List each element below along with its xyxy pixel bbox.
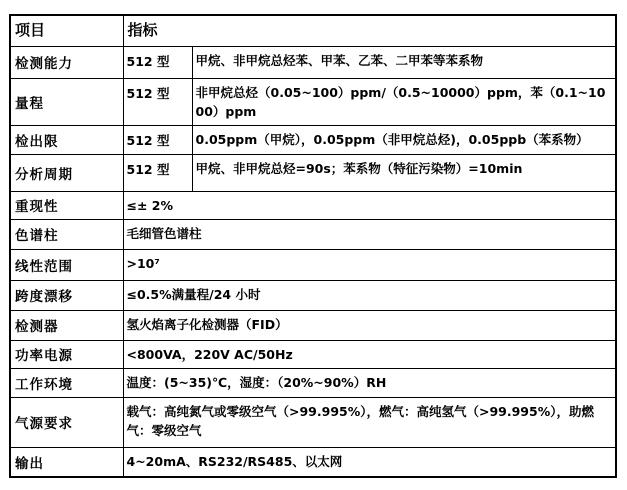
row-model-cell: 512 型 [123, 78, 192, 125]
row-label-cell: 分析周期 [10, 154, 123, 191]
row-label-cell: 检测能力 [10, 46, 123, 78]
row-value-cell: <800VA，220V AC/50Hz [123, 340, 616, 368]
table-row [10, 78, 616, 125]
row-label-cell: 功率电源 [10, 340, 123, 368]
row-label-cell: 量程 [10, 78, 123, 125]
table-row [10, 280, 616, 310]
table-header-row [10, 15, 616, 46]
table-row [10, 46, 616, 78]
table-row [10, 368, 616, 397]
row-label-cell: 检测器 [10, 310, 123, 340]
spec-table [9, 14, 617, 478]
row-value-cell: 载气：高纯氮气或零级空气（>99.995%），燃气：高纯氢气（>99.995%），助燃气：零级空气 [123, 397, 616, 447]
table-row [10, 310, 616, 340]
table-row [10, 154, 616, 191]
row-label-cell: 输出 [10, 447, 123, 477]
row-model-cell: 512 型 [123, 46, 192, 78]
row-value-cell: 4~20mA、RS232/RS485、以太网 [123, 447, 616, 477]
row-label-cell: 色谱柱 [10, 219, 123, 249]
row-value-cell: 0.05ppm（甲烷），0.05ppm（非甲烷总烃)，0.05ppb（苯系物） [192, 125, 616, 154]
table-row [10, 191, 616, 219]
row-value-cell: ≤0.5%满量程/24 小时 [123, 280, 616, 310]
row-label-cell: 气源要求 [10, 397, 123, 447]
table-row [10, 249, 616, 280]
row-value-cell: 温度：(5~35)℃，湿度：（20%~90%）RH [123, 368, 616, 397]
row-value-cell: 毛细管色谱柱 [123, 219, 616, 249]
table-row [10, 340, 616, 368]
row-label-cell: 线性范围 [10, 249, 123, 280]
row-model-cell: 512 型 [123, 154, 192, 191]
row-value-cell: 非甲烷总烃（0.05~100）ppm/（0.5~10000）ppm，苯（0.1~1000）ppm [192, 78, 616, 125]
row-value-cell: 氢火焰离子化检测器（FID） [123, 310, 616, 340]
table-row [10, 219, 616, 249]
row-label-cell: 重现性 [10, 191, 123, 219]
row-value-cell: >10⁷ [123, 249, 616, 280]
row-label-cell: 工作环境 [10, 368, 123, 397]
row-label-cell: 检出限 [10, 125, 123, 154]
row-label-cell: 跨度漂移 [10, 280, 123, 310]
row-value-cell: ≤± 2% [123, 191, 616, 219]
row-value-cell: 甲烷、非甲烷总烃=90s；苯系物（特征污染物）=10min [192, 154, 616, 191]
table-row [10, 125, 616, 154]
table-row [10, 447, 616, 477]
row-value-cell: 甲烷、非甲烷总烃苯、甲苯、乙苯、二甲苯等苯系物 [192, 46, 616, 78]
header-item-cell: 项目 [10, 15, 123, 46]
row-model-cell: 512 型 [123, 125, 192, 154]
table-row [10, 397, 616, 447]
header-indicator-cell: 指标 [123, 15, 616, 46]
